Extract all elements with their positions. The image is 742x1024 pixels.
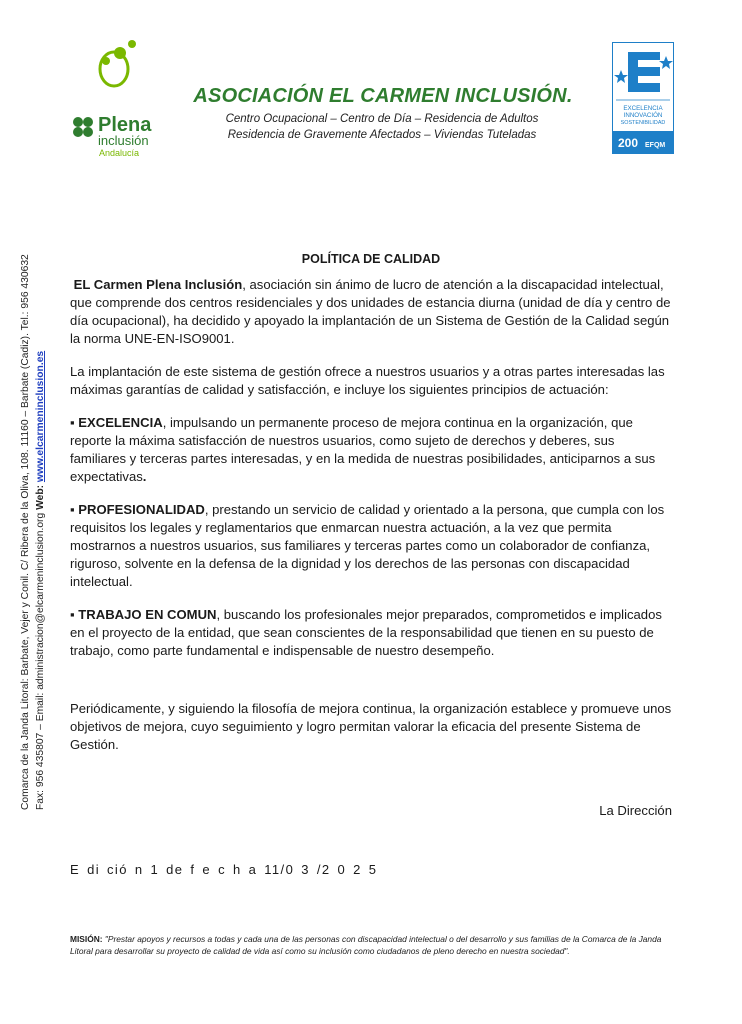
- logo-region: Andalucía: [99, 148, 140, 158]
- bullet: ▪: [70, 415, 79, 430]
- web-link[interactable]: www.elcarmeninclusion.es: [35, 350, 46, 483]
- principle-trabajo-en-comun: [70, 606, 672, 660]
- efqm-score: 200: [618, 136, 639, 150]
- mission-statement: [70, 933, 672, 957]
- efqm-line1: EXCELENCIA: [623, 105, 663, 112]
- implementation-paragraph: La implantación de este sistema de gestión ofrece a nuestros usuarios y a otras partes interesadas las máximas garantías de calidad y satisfacción, e incluye los siguientes principios de actuación:: [70, 364, 665, 397]
- document-body: [70, 276, 672, 769]
- principle-name: TRABAJO EN COMUN: [78, 607, 217, 622]
- organization-subtitle: [192, 111, 572, 143]
- subtitle-line-1: Centro Ocupacional – Centro de Día – Residencia de Adultos: [225, 113, 539, 125]
- intro-text: , asociación sin ánimo de lucro de atención a la discapacidad intelectual, que comprende dos centros residenciales y dos unidades de estancia diurna (unidad de día y centro de día ocupacional), ha decidido y apoyado la implantación de un Sistema de Gestión de la Calidad según la norma UNE-EN-ISO9001.: [70, 277, 671, 346]
- principle-profesionalidad: [70, 501, 672, 591]
- principle-end: .: [142, 469, 147, 484]
- principle-name: EXCELENCIA: [78, 415, 163, 430]
- organization-title: ASOCIACIÓN EL CARMEN INCLUSIÓN.: [193, 85, 573, 107]
- bullet: ▪: [70, 502, 79, 517]
- subtitle-line-2: Residencia de Gravemente Afectados – Viviendas Tuteladas: [227, 129, 537, 141]
- principle-text: , impulsando un permanente proceso de mejora continua en la organización, que reporte la máxima satisfacción de nuestros usuarios, como sujeto de derechos y deberes, sus familiares y terceras partes interesadas, y en la medida de nuestras posibilidades, anticiparnos a sus expectativas: [70, 415, 656, 484]
- plena-inclusion-logo: [42, 38, 202, 163]
- mission-label: MISIÓN:: [70, 934, 103, 944]
- logo-word-plena: Plena: [98, 114, 152, 136]
- principle-name: PROFESIONALIDAD: [78, 502, 205, 517]
- intro-org-name: EL Carmen Plena Inclusión: [73, 277, 243, 292]
- principle-text: , prestando un servicio de calidad y orientado a la persona, que cumpla con los requisitos los legales y reglamentarios que enmarcan nuestra actuación, a la vez que permita mostrarnos a nuestros usuarios, sus familiares y terceras partes como un colaborador de confianza, riguroso, solvente en la defensa de la dignidad y los derechos de las personas con discapacidad intelectual.: [70, 502, 665, 589]
- document-title: POLÍTICA DE CALIDAD: [301, 252, 441, 266]
- logo-word-inclusion: inclusión: [98, 133, 149, 148]
- closing-paragraph: Periódicamente, y siguiendo la filosofía de mejora continua, la organización establece y promueve unos objetivos de mejora, cuyo seguimiento y logro permitan valorar la eficacia del presente Sistema de Gestión.: [70, 701, 672, 752]
- principle-excelencia: [70, 414, 672, 486]
- efqm-line3: SOSTENIBILIDAD: [620, 120, 666, 126]
- efqm-line2: INNOVACIÓN: [623, 112, 663, 119]
- web-label: Web:: [35, 482, 46, 510]
- contact-address-line: Comarca de la Janda Litoral: Barbate, Vejer y Conil. C/ Ribera de la Oliva, 108. 11160 – Barbate (Cadiz). Tel.: 956 430632: [20, 254, 31, 810]
- efqm-tag: EFQM: [645, 142, 666, 149]
- signature: La Dirección: [599, 803, 672, 818]
- principle-text: , buscando los profesionales mejor preparados, comprometidos e implicados en el proyecto de la entidad, que sean conscientes de la responsabilidad que tienen en su puesto de trabajo, como parte fundamental e indispensable de nuestro desempeño.: [70, 607, 662, 658]
- efqm-seal: [612, 42, 674, 154]
- contact-email-line: [33, 270, 48, 810]
- bullet: ▪: [70, 607, 79, 622]
- edition-date: E di ció n 1 de f e c h a 11/0 3 /2 0 2 5: [70, 862, 378, 877]
- mission-text: "Prestar apoyos y recursos a todas y cada una de las personas con discapacidad intelectual o del desarrollo y sus familias de la Comarca de la Janda Litoral para desarrollar su proyecto de calidad de vida así como su inclusión como ciudadanos de pleno derecho en nuestra sociedad".: [70, 934, 662, 956]
- intro-paragraph: [70, 276, 672, 348]
- contact-fax-email: Fax: 956 435807 – Email: administracion@elcarmeninclusion.org: [35, 509, 46, 810]
